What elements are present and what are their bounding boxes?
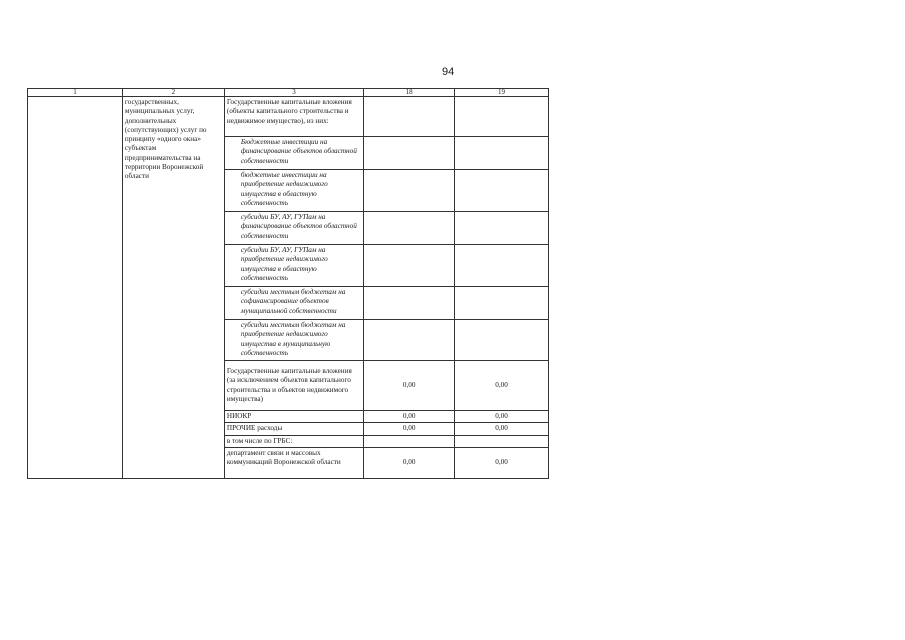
col2-description-cell: государственных, муниципальных услуг, дополнительных (сопутствующих) услуг по принципу «одного окна» субъектам предпринимательства на территории Воронежской области <box>122 97 224 479</box>
col1-empty-cell <box>28 97 123 479</box>
budget-table <box>27 88 549 479</box>
row-value-19 <box>455 320 549 361</box>
row-label: НИОКР <box>224 411 363 423</box>
row-label: бюджетные инвестиции на приобретение недвижимого имущества в областную собственность <box>224 170 363 212</box>
row-value-18 <box>364 97 455 137</box>
row-value-19 <box>455 287 549 320</box>
header-cell-3: 3 <box>224 89 363 97</box>
table-header-row <box>28 89 549 97</box>
header-cell-18: 18 <box>364 89 455 97</box>
row-value-19: 0,00 <box>455 411 549 423</box>
row-value-18 <box>364 287 455 320</box>
row-value-19: 0,00 <box>455 423 549 435</box>
row-label: Государственные капитальные вложения (объекты капитального строительства и недвижимое имущество), из них: <box>224 97 363 137</box>
row-value-18: 0,00 <box>364 411 455 423</box>
row-label: Бюджетные инвестиции на финансирование объектов областной собственности <box>224 137 363 170</box>
row-label: субсидии местным бюджетам на софинансирование объектов муниципальной собственности <box>224 287 363 320</box>
row-value-18: 0,00 <box>364 361 455 411</box>
row-value-18 <box>364 435 455 447</box>
header-cell-19: 19 <box>455 89 549 97</box>
header-cell-1: 1 <box>28 89 123 97</box>
row-value-19 <box>455 435 549 447</box>
row-value-19 <box>455 170 549 212</box>
row-value-18 <box>364 170 455 212</box>
page-number: 94 <box>442 66 455 78</box>
row-label: ПРОЧИЕ расходы <box>224 423 363 435</box>
row-value-18 <box>364 212 455 245</box>
row-label: субсидии БУ, АУ, ГУПам на финансирование объектов областной собственности <box>224 212 363 245</box>
row-value-19 <box>455 212 549 245</box>
table-row <box>28 97 549 137</box>
header-cell-2: 2 <box>122 89 224 97</box>
row-value-19: 0,00 <box>455 361 549 411</box>
row-value-19: 0,00 <box>455 447 549 478</box>
row-value-18 <box>364 320 455 361</box>
row-value-19 <box>455 97 549 137</box>
row-label: субсидии БУ, АУ, ГУПам на приобретение недвижимого имущества в областную собственность <box>224 245 363 287</box>
row-label: в том числе по ГРБС: <box>224 435 363 447</box>
row-label: департамент связи и массовых коммуникаций Воронежской области <box>224 447 363 478</box>
row-value-19 <box>455 137 549 170</box>
row-value-18 <box>364 137 455 170</box>
row-value-19 <box>455 245 549 287</box>
row-label: Государственные капитальные вложения (за исключением объектов капитального строительства и объектов недвижимого имущества) <box>224 361 363 411</box>
row-label: субсидии местным бюджетам на приобретение недвижимого имущества в муниципальную собственность <box>224 320 363 361</box>
row-value-18: 0,00 <box>364 447 455 478</box>
row-value-18 <box>364 245 455 287</box>
row-value-18: 0,00 <box>364 423 455 435</box>
